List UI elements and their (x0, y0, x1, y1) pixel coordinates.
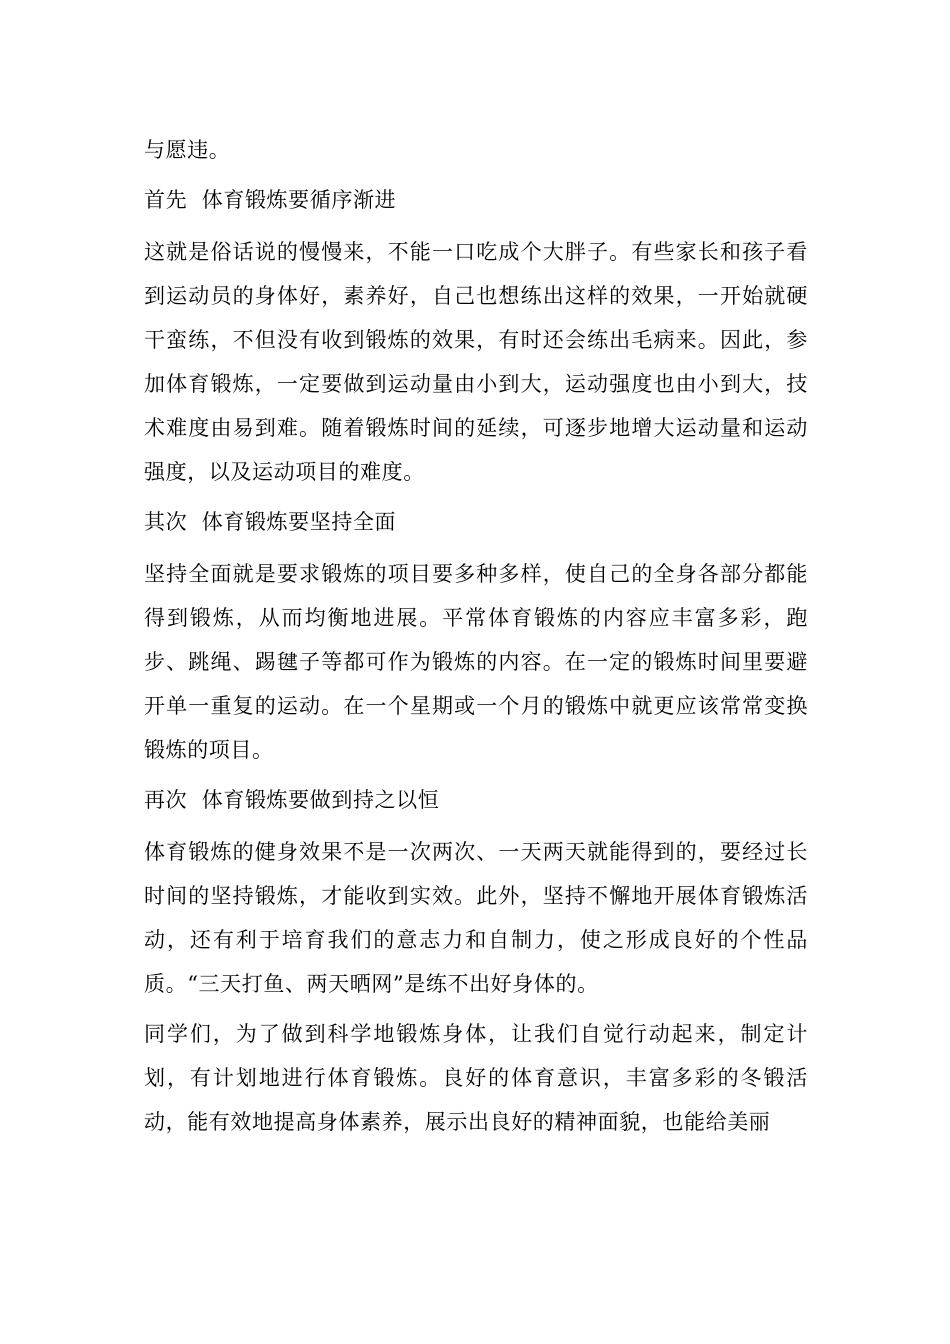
document-body (144, 128, 808, 1150)
heading-first: 首先 体育锻炼要循序渐进 (144, 188, 397, 212)
paragraph-first: 这就是俗话说的慢慢来，不能一口吃成个大胖子。有些家长和孩子看到运动员的身体好，素养好，自己也想练出这样的效果，一开始就硬干蛮练，不但没有收到锻炼的效果，有时还会练出毛病来。因此，参加体育锻炼，一定要做到运动量由小到大，运动强度也由小到大，技术难度由易到难。随着锻炼时间的延续，可逐步地增大运动量和运动强度，以及运动项目的难度。 (144, 240, 808, 484)
paragraph-closing: 同学们，为了做到科学地锻炼身体，让我们自觉行动起来，制定计划，有计划地进行体育锻炼。良好的体育意识，丰富多彩的冬锻活动，能有效地提高身体素养，展示出良好的精神面貌，也能给美丽 (144, 1022, 808, 1134)
heading-third: 再次 体育锻炼要做到持之以恒 (144, 788, 440, 812)
paragraph-third: 体育锻炼的健身效果不是一次两次、一天两天就能得到的，要经过长时间的坚持锻炼，才能收到实效。此外，坚持不懈地开展体育锻炼活动，还有利于培育我们的意志力和自制力，使之形成良好的个性品质。“三天打鱼、两天晒网”是练不出好身体的。 (144, 840, 808, 996)
paragraph-intro-end: 与愿违。 (144, 138, 231, 162)
heading-second: 其次 体育锻炼要坚持全面 (144, 510, 397, 534)
paragraph-second: 坚持全面就是要求锻炼的项目要多种多样，使自己的全身各部分都能得到锻炼，从而均衡地进展。平常体育锻炼的内容应丰富多彩，跑步、跳绳、踢毽子等都可作为锻炼的内容。在一定的锻炼时间里要避开单一重复的运动。在一个星期或一个月的锻炼中就更应该常常变换锻炼的项目。 (144, 562, 808, 762)
